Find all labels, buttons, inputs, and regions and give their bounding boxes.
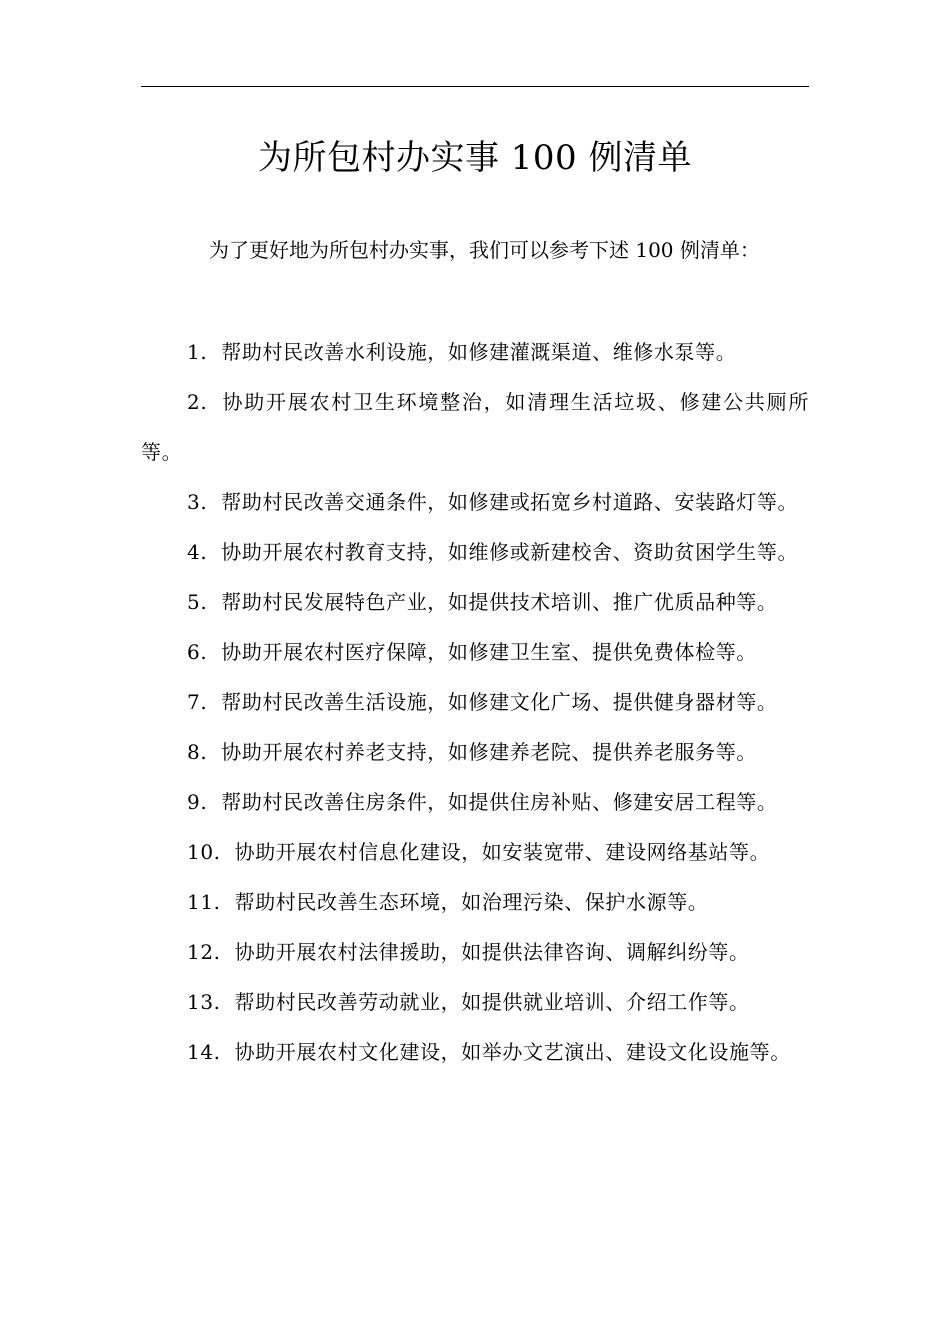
item-number: 5. — [187, 590, 208, 614]
intro-paragraph: 为了更好地为所包村办实事，我们可以参考下述 100 例清单： — [209, 238, 760, 262]
item-text: 帮助村民改善生活设施，如修建文化广场、提供健身器材等。 — [221, 690, 778, 714]
item-text: 协助开展农村文化建设，如举办文艺演出、建设文化设施等。 — [234, 1040, 791, 1064]
list-item — [141, 677, 809, 727]
list-item — [141, 727, 809, 777]
item-number: 8. — [187, 740, 208, 764]
item-text: 帮助村民改善交通条件，如修建或拓宽乡村道路、安装路灯等。 — [221, 490, 799, 514]
item-text: 协助开展农村信息化建设，如安装宽带、建设网络基站等。 — [234, 840, 771, 864]
list-item — [141, 627, 809, 677]
item-text: 帮助村民改善住房条件，如提供住房补贴、修建安居工程等。 — [221, 790, 778, 814]
list-item — [141, 927, 809, 977]
item-number: 7. — [187, 690, 208, 714]
task-list — [141, 327, 809, 1077]
item-number: 2. — [187, 390, 208, 414]
list-item — [141, 1027, 809, 1077]
item-text: 协助开展农村医疗保障，如修建卫生室、提供免费体检等。 — [221, 640, 757, 664]
item-text: 协助开展农村教育支持，如维修或新建校舍、资助贫困学生等。 — [221, 540, 799, 564]
item-text: 帮助村民改善水利设施，如修建灌溉渠道、维修水泵等。 — [221, 340, 737, 364]
item-number: 14. — [187, 1040, 221, 1064]
list-item — [141, 827, 809, 877]
item-number: 9. — [187, 790, 208, 814]
item-number: 1. — [187, 340, 208, 364]
item-number: 13. — [187, 990, 221, 1014]
item-number: 10. — [187, 840, 221, 864]
list-item — [141, 777, 809, 827]
item-number: 4. — [187, 540, 208, 564]
list-item — [141, 527, 809, 577]
item-text: 协助开展农村法律援助，如提供法律咨询、调解纠纷等。 — [234, 940, 750, 964]
list-item — [141, 377, 809, 477]
list-item — [141, 877, 809, 927]
item-number: 12. — [187, 940, 221, 964]
item-text: 协助开展农村卫生环境整治，如清理生活垃圾、修建公共厕所等。 — [141, 390, 809, 464]
list-item — [141, 477, 809, 527]
item-text: 帮助村民发展特色产业，如提供技术培训、推广优质品种等。 — [221, 590, 778, 614]
list-item — [141, 977, 809, 1027]
list-item — [141, 577, 809, 627]
list-item — [141, 327, 809, 377]
item-text: 协助开展农村养老支持，如修建养老院、提供养老服务等。 — [221, 740, 757, 764]
document-title: 为所包村办实事 100 例清单 — [257, 138, 692, 178]
item-number: 3. — [187, 490, 208, 514]
header-rule — [141, 86, 809, 87]
item-text: 帮助村民改善生态环境，如治理污染、保护水源等。 — [234, 890, 709, 914]
item-text: 帮助村民改善劳动就业，如提供就业培训、介绍工作等。 — [234, 990, 750, 1014]
item-number: 6. — [187, 640, 208, 664]
item-number: 11. — [187, 890, 221, 914]
